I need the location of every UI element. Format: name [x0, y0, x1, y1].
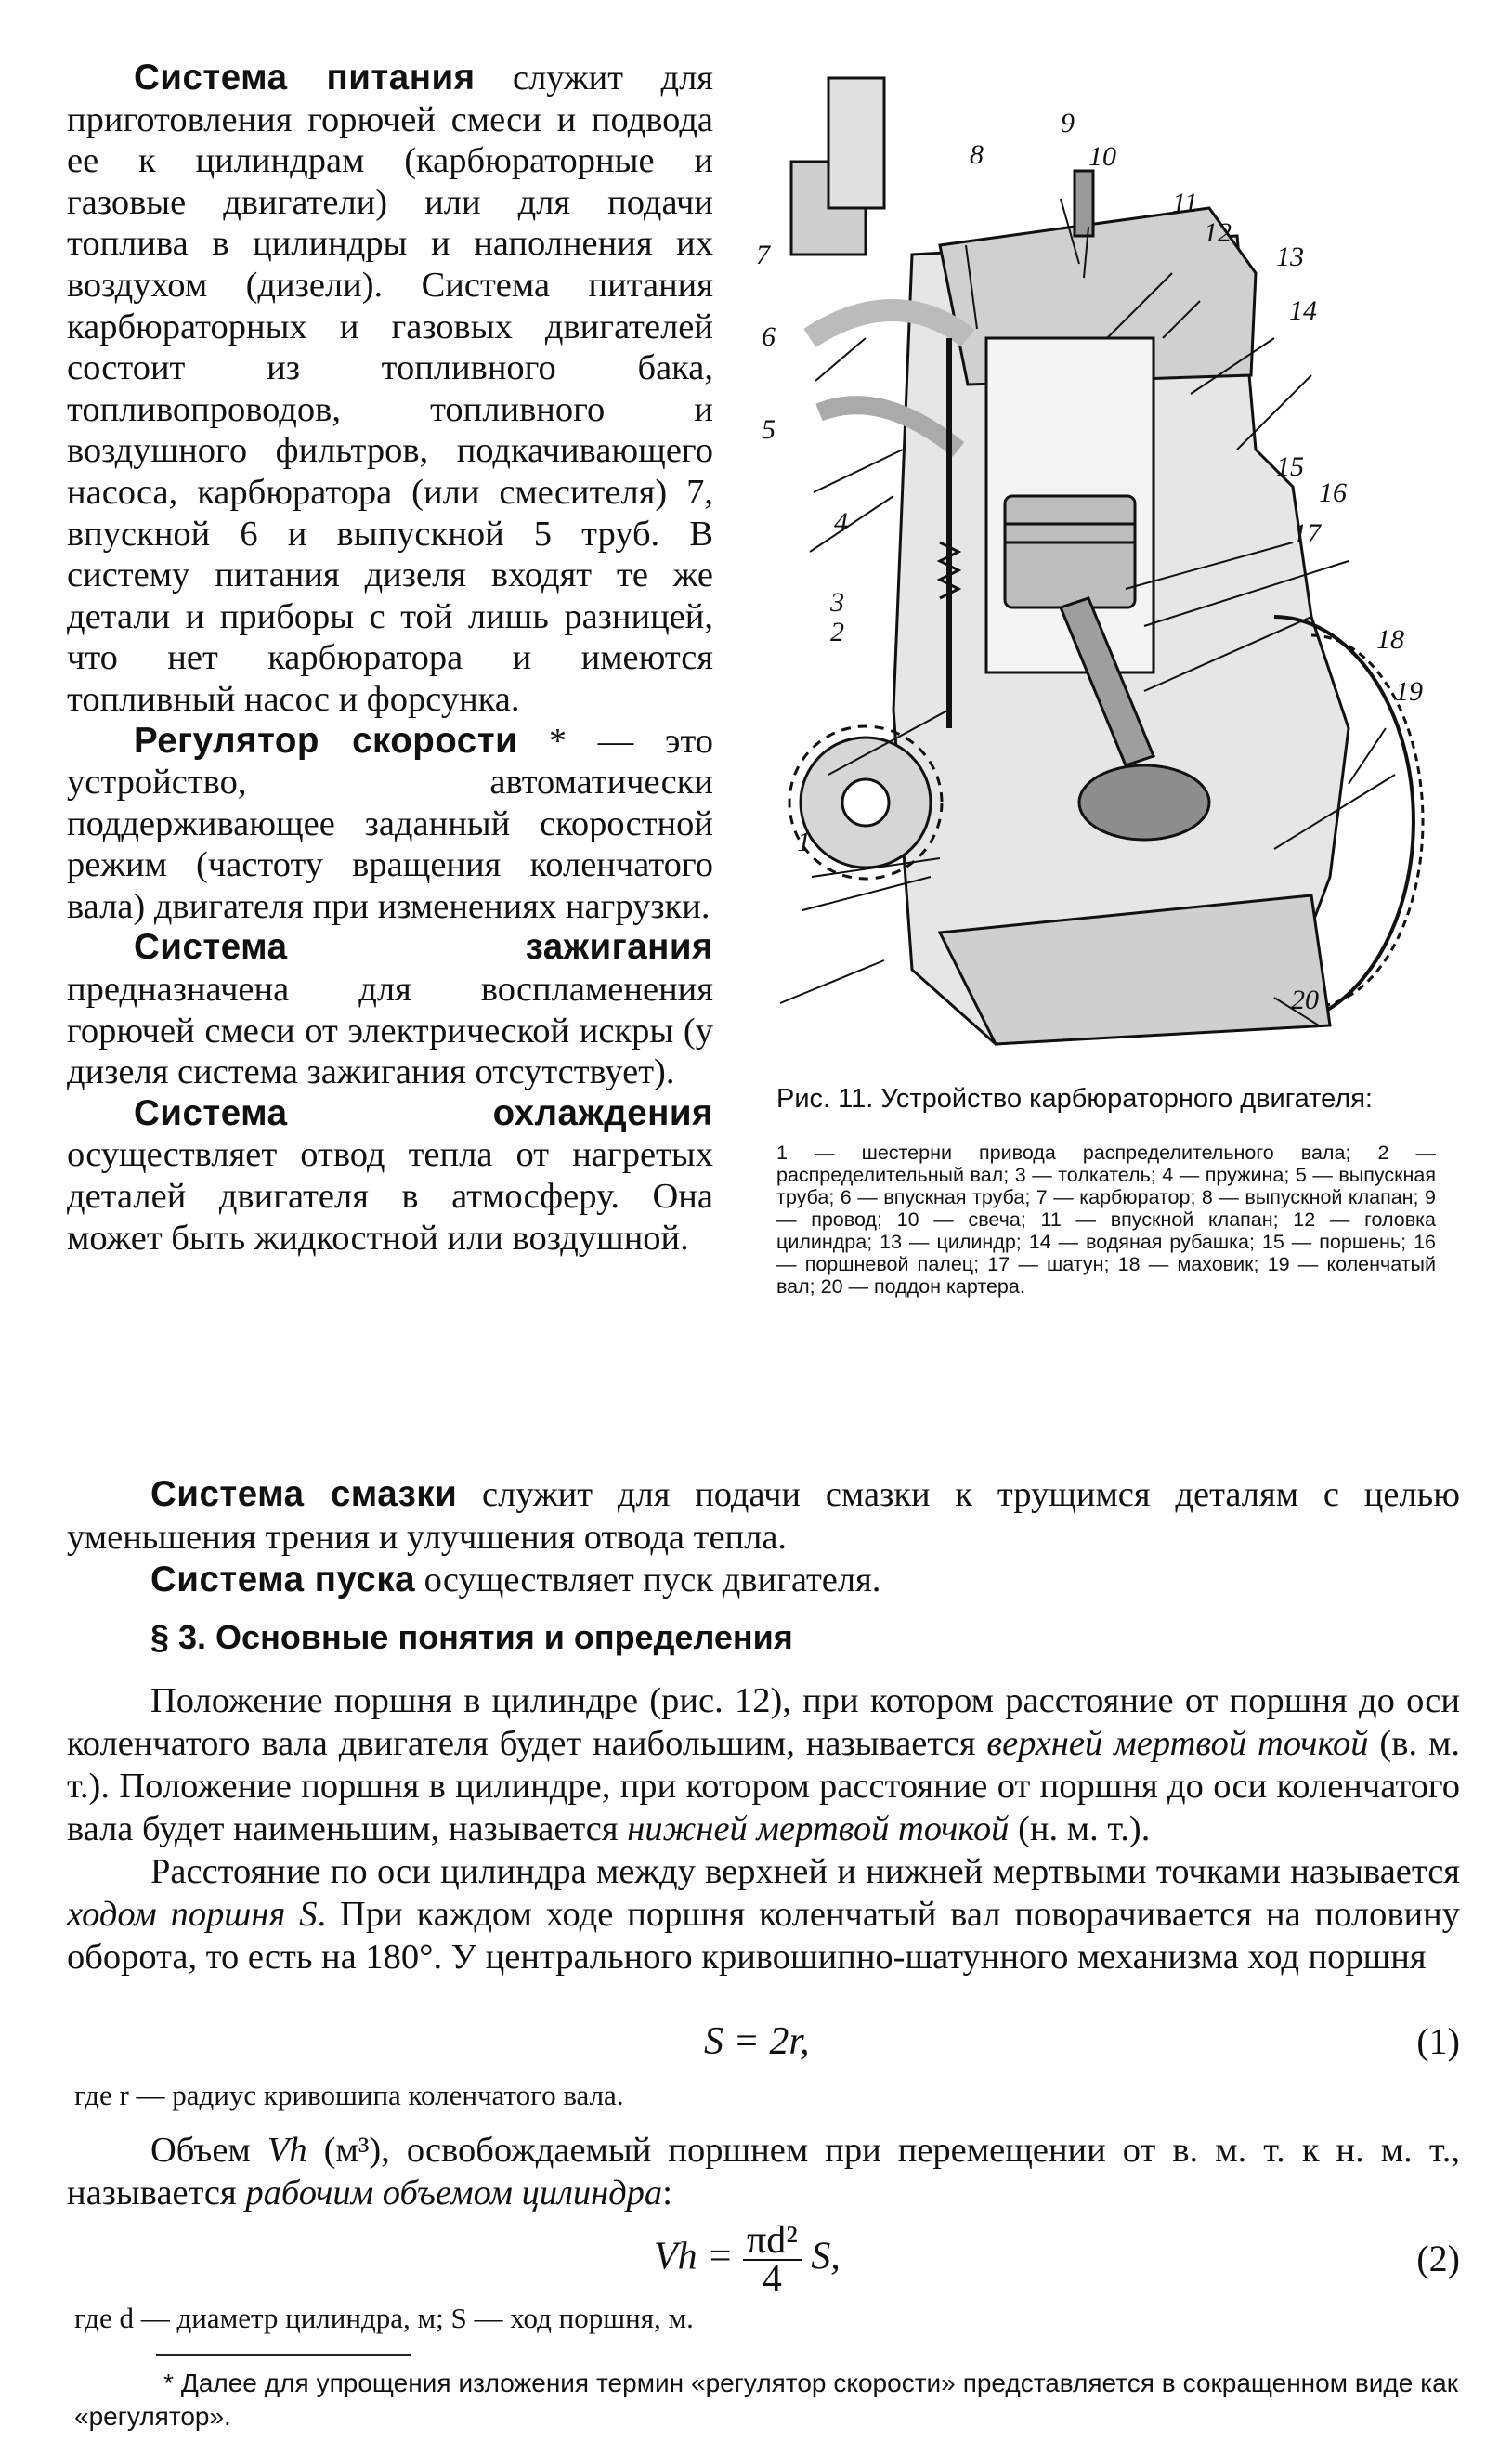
paragraph-lubrication: Система смазки служит для подачи смазки к трущимся деталям с целью уменьшения трения и улучшения отвода тепла. [67, 1474, 1460, 1557]
term-tdc: верхней мертвой точкой [986, 1724, 1369, 1763]
label-18: 18 [1376, 624, 1404, 655]
label-10: 10 [1088, 141, 1116, 172]
fraction: $\frac{\text{πd²}}{4}$ [743, 2222, 802, 2298]
definitions-block [67, 1679, 1460, 1978]
formula-2-explanation: где d — диаметр цилиндра, м; S — ход поршня, м. [74, 2302, 694, 2334]
section-heading: § 3. Основные понятия и определения [150, 1618, 793, 1656]
formula-2-number: (2) [1416, 2238, 1460, 2279]
label-3: 3 [830, 587, 844, 618]
footnote-text: * Далее для упрощения изложения термин «регулятор скорости» представляется в сокращенном виде как «регулятор». [74, 2369, 1458, 2431]
label-9: 9 [1061, 108, 1075, 138]
label-8: 8 [970, 139, 984, 170]
paragraph-working-volume: Объем Vh (м³), освобождаемый поршнем при перемещении от в. м. т. к н. м. т., называется рабочим объемом цилиндра: [67, 2131, 1461, 2213]
label-19: 19 [1395, 676, 1423, 707]
paragraph-power-system: Система питания служит для приготовления горючей смеси и подвода ее к цилиндрам (карбюраторные и газовые двигатели) или для подачи топлива в цилиндры и наполнения их воздухом (дизели). Система питания карбюраторных и газовых двигателей состоит из топливного бака, топливопроводов, топливного и воздушного фильтров, подкачивающего насоса, карбюратора (или смесителя) 7, впускной 6 и выпускной 5 труб. В систему питания дизеля входят те же детали и приборы с той лишь разницей, что нет карбюратора и имеются топливный насос и форсунка. [67, 58, 713, 719]
symbol-vh: Vh [267, 2131, 307, 2170]
engine-illustration [754, 59, 1460, 1053]
label-1: 1 [797, 827, 811, 857]
term-working-volume: рабочим объемом цилиндра [245, 2173, 663, 2213]
formula-1: S = 2r, [704, 2020, 810, 2063]
working-volume-block [67, 2129, 1460, 2214]
paragraph-stroke: Расстояние по оси цилиндра между верхней и нижней мертвыми точками называется ходом поршня S. При каждом ходе поршня коленчатый вал поворачивается на половину оборота, то есть на 180°. У центрального кривошипно-шатунного механизма ход поршня [67, 1852, 1460, 1977]
term: Система зажигания [134, 927, 713, 968]
term: Регулятор скорости [134, 720, 518, 761]
label-6: 6 [762, 321, 776, 352]
label-20: 20 [1291, 985, 1319, 1015]
footnote [74, 2367, 1458, 2434]
paragraph-cooling: Система охлаждения осуществляет отвод тепла от нагретых деталей двигателя в атмосферу. Она может быть жидкостной или воздушной. [67, 1092, 713, 1258]
label-11: 11 [1172, 188, 1198, 218]
formula-1-explanation: где r — радиус кривошипа коленчатого вала. [74, 2079, 624, 2111]
paragraph-speed-regulator: Регулятор скорости * — это устройство, автоматически поддерживающее заданный скоростной режим (частоту вращения коленчатого вала) двигателя при изменениях нагрузки. [67, 720, 714, 926]
paragraph-dead-points: Положение поршня в цилиндре (рис. 12), при котором расстояние от поршня до оси коленчатого вала двигателя будет наибольшим, называется верхней мертвой точкой (в. м. т.). Положение поршня в цилиндре, при котором расстояние от поршня до оси коленчатого вала будет наименьшим, называется нижней мертвой точкой (н. м. т.). [67, 1681, 1460, 1848]
label-14: 14 [1289, 295, 1317, 326]
label-13: 13 [1276, 241, 1304, 272]
caption-legend: 1 — шестерни привода распределительного вала; 2 — распределительный вал; 3 — толкатель; 4 — пружина; 5 — выпускная труба; 6 — впускная труба; 7 — карбюратор; 8 — выпускной клапан; 9 — провод; 10 — свеча; 11 — впускной клапан; 12 — головка цилиндра; 13 — цилиндр; 14 — водяная рубашка; 15 — поршень; 16 — поршневой палец; 17 — шатун; 18 — маховик; 19 — коленчатый вал; 20 — поддон картера. [776, 1142, 1436, 1298]
label-15: 15 [1276, 451, 1304, 482]
term: Система пуска [150, 1560, 416, 1599]
term: Система смазки [150, 1474, 458, 1514]
label-4: 4 [834, 507, 848, 538]
formula-1-number: (1) [1416, 2020, 1460, 2062]
label-7: 7 [756, 240, 770, 270]
figure-caption [776, 1083, 1436, 1298]
lubrication-and-start [67, 1473, 1460, 1601]
engine-cutaway-drawing [754, 59, 1460, 1053]
paragraph-ignition: Система зажигания предназначена для воспламенения горючей смеси от электрической искры (у дизеля система зажигания отсутствует). [67, 927, 713, 1092]
term: Система охлаждения [134, 1092, 713, 1133]
label-16: 16 [1319, 477, 1347, 508]
term-stroke: ходом поршня S [67, 1895, 318, 1934]
term-bdc: нижней мертвой точкой [627, 1809, 1010, 1848]
label-2: 2 [830, 617, 844, 647]
paragraph-start: Система пуска осуществляет пуск двигателя. [150, 1560, 881, 1599]
caption-title: Рис. 11. Устройство карбюраторного двигателя: [776, 1084, 1373, 1114]
label-17: 17 [1293, 518, 1321, 549]
label-5: 5 [762, 414, 776, 445]
term: Система питания [134, 58, 476, 98]
left-column [67, 58, 713, 1259]
label-12: 12 [1204, 217, 1232, 248]
footnote-divider [156, 2354, 411, 2356]
formula-2: Vh = $\frac{\text{πd²}}{4}$ S, [654, 2219, 841, 2301]
